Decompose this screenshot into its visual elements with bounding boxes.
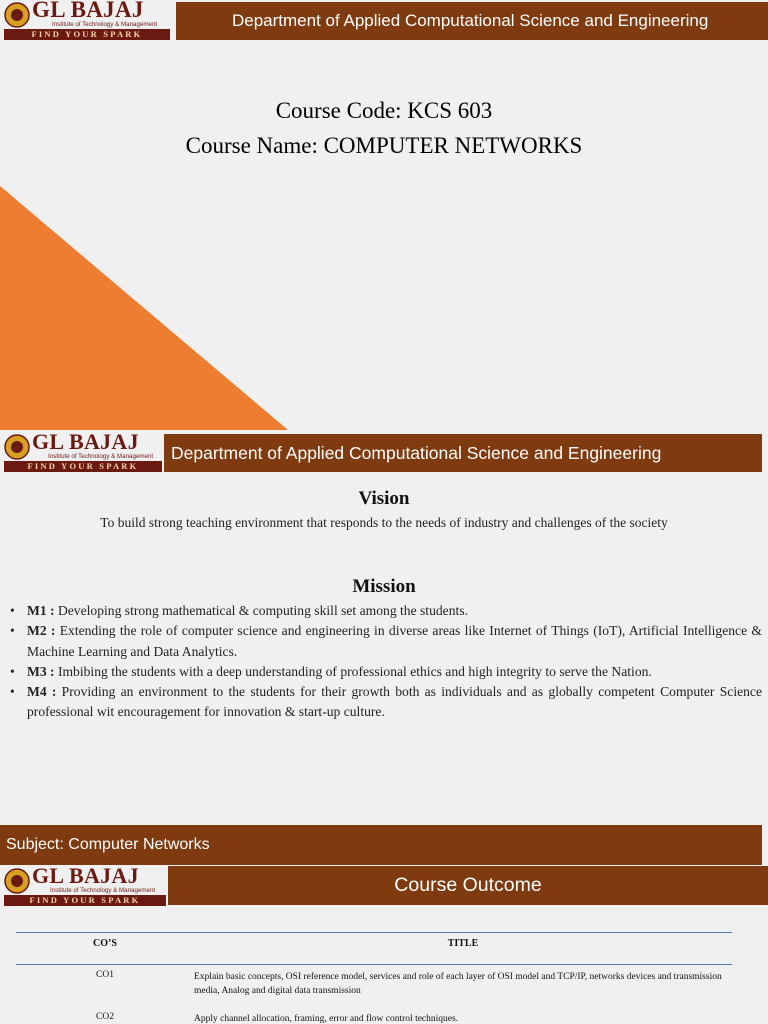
crest-icon (4, 2, 30, 28)
mission-text: Extending the role of computer science and engineering in diverse areas like Internet of Things (IoT), Artificial Intelligence & Machine Learning and Data Analytics. (27, 623, 762, 659)
logo-name: GL BAJAJ (32, 432, 139, 454)
logo-subtitle: Institute of Technology & Management (52, 21, 158, 28)
mission-item-m3 (10, 662, 762, 682)
mission-item-m4 (10, 682, 762, 723)
column-header-title: TITLE (194, 933, 732, 965)
logo-subtitle: Institute of Technology & Management (50, 887, 156, 894)
table-row (16, 965, 732, 1013)
slide-course-title (0, 0, 768, 430)
mission-text: Imbibing the students with a deep understanding of professional ethics and high integrity to serve the Nation. (54, 663, 652, 679)
bullet: • (10, 603, 15, 618)
course-outcome-header: Course Outcome (168, 866, 768, 905)
logo-tagline: FIND YOUR SPARK (4, 461, 162, 472)
co-title: Explain basic concepts, OSI reference model, services and role of each layer of OSI model and TCP/IP, networks devices and transmission media, Analog and digital data transmission (194, 965, 732, 1013)
bullet: • (10, 663, 15, 679)
course-name: Course Name: COMPUTER NETWORKS (185, 133, 583, 158)
decorative-triangle (0, 186, 300, 430)
logo-name: GL BAJAJ (32, 0, 144, 22)
column-header-cos: CO’S (16, 933, 194, 965)
mission-label: M2 : (27, 623, 56, 639)
mission-heading: Mission (352, 576, 416, 597)
department-header: Department of Applied Computational Science and Engineering (164, 434, 762, 472)
logo-tagline: FIND YOUR SPARK (4, 895, 166, 906)
course-code: Course Code: KCS 603 (275, 98, 493, 123)
co-title: Apply channel allocation, framing, error and flow control techniques. (194, 1014, 459, 1024)
gl-bajaj-logo (0, 866, 168, 908)
mission-text: Providing an environment to the students for their growth both as individuals and as globally competent Computer Science professional wit encouragement for innovation & start-up culture. (27, 684, 762, 720)
logo-name: GL BAJAJ (32, 866, 139, 888)
department-header: Department of Applied Computational Science and Engineering (176, 2, 768, 40)
mission-label: M3 : (27, 663, 55, 679)
gl-bajaj-logo (0, 0, 174, 42)
table-row (16, 1012, 732, 1024)
mission-item-m2 (10, 621, 762, 662)
mission-text: Developing strong mathematical & computing skill set among the students. (54, 603, 468, 618)
vision-statement: To build strong teaching environment that responds to the needs of industry and challenges of the society (100, 515, 668, 530)
bullet: • (10, 623, 15, 639)
gl-bajaj-logo (0, 432, 164, 474)
table-header-row (16, 933, 732, 965)
mission-label: M1 : (27, 603, 55, 618)
co-code: CO1 (16, 965, 194, 1013)
slide-course-outcome (0, 825, 768, 1024)
mission-list (10, 601, 762, 723)
crest-icon (4, 434, 30, 460)
course-outcome-table (16, 932, 732, 1024)
co-code: CO2 (96, 1012, 114, 1022)
logo-tagline: FIND YOUR SPARK (4, 29, 170, 40)
vision-heading: Vision (358, 488, 410, 509)
logo-subtitle: Institute of Technology & Management (48, 453, 154, 460)
slide-vision-mission (0, 430, 768, 825)
mission-label: M4 : (27, 684, 57, 700)
subject-header: Subject: Computer Networks (0, 825, 762, 865)
bullet: • (10, 684, 15, 700)
mission-item-m1 (10, 601, 762, 621)
crest-icon (4, 868, 30, 894)
